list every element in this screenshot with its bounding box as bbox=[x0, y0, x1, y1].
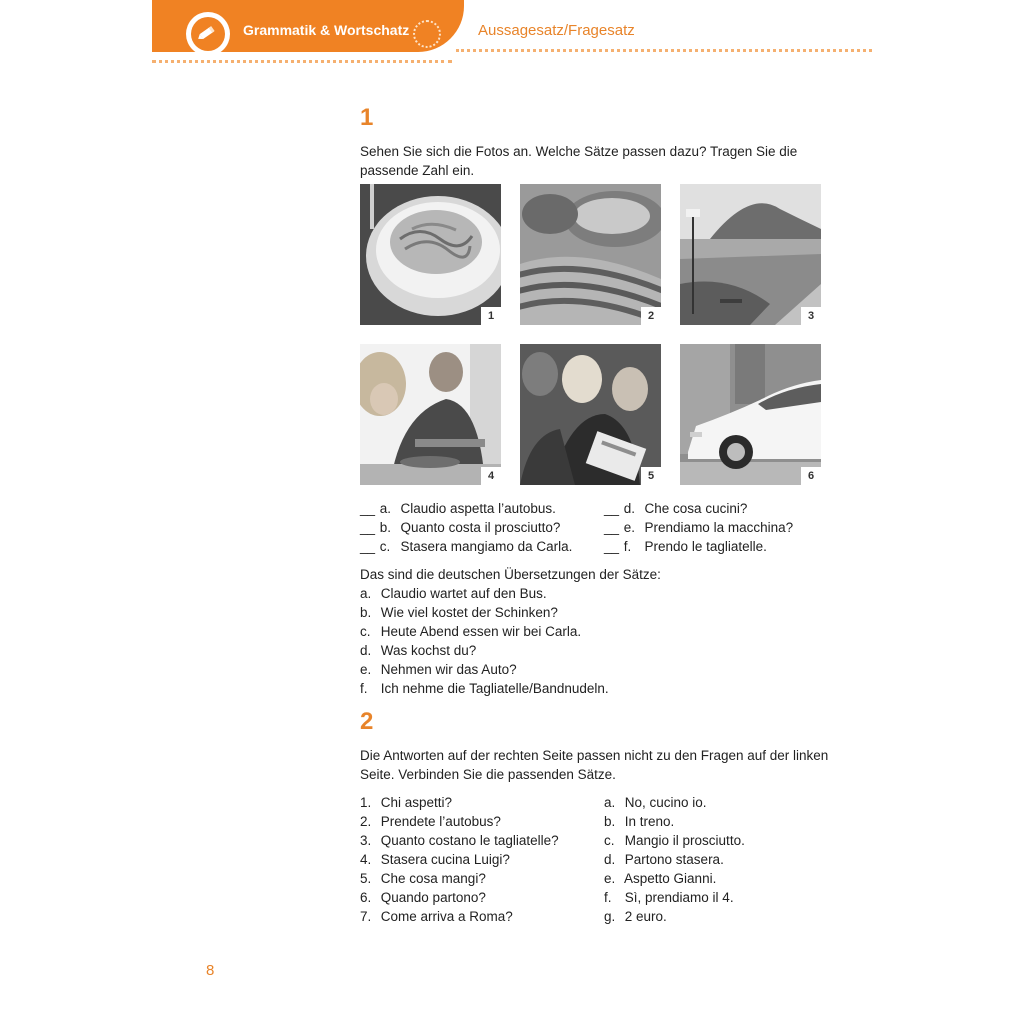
list-item: f. Ich nehme die Tagliatelle/Bandnudeln. bbox=[360, 681, 609, 696]
list-item: 4. Stasera cucina Luigi? bbox=[360, 852, 510, 867]
list-item: __ d. Che cosa cucini? bbox=[604, 501, 748, 516]
dotted-divider bbox=[152, 60, 452, 63]
answer-blank[interactable]: __ bbox=[360, 539, 376, 554]
list-item: e. Aspetto Gianni. bbox=[604, 871, 717, 886]
photo-grid bbox=[360, 184, 830, 485]
answer-blank[interactable]: __ bbox=[604, 501, 620, 516]
list-item: a. Claudio wartet auf den Bus. bbox=[360, 586, 547, 601]
exercise-instruction: Sehen Sie sich die Fotos an. Welche Sätze passen dazu? Tragen Sie die passende Zahl ein. bbox=[360, 144, 798, 178]
list-item: c. Mangio il prosciutto. bbox=[604, 833, 745, 848]
photo-number: 5 bbox=[641, 467, 661, 485]
list-item: f. Sì, prendiamo il 4. bbox=[604, 890, 734, 905]
exercise-number: 2 bbox=[360, 708, 374, 735]
list-item: __ b. Quanto costa il prosciutto? bbox=[360, 520, 561, 535]
list-item: b. Wie viel kostet der Schinken? bbox=[360, 605, 558, 620]
exercise-content bbox=[360, 100, 830, 926]
photo-bus-stop-landscape bbox=[680, 184, 821, 325]
photo-couple-cooking bbox=[360, 344, 501, 485]
answer-blank[interactable]: __ bbox=[604, 520, 620, 535]
photo-number: 3 bbox=[801, 307, 821, 325]
photo-number: 2 bbox=[641, 307, 661, 325]
list-item: __ c. Stasera mangiamo da Carla. bbox=[360, 539, 573, 554]
list-item: 3. Quanto costano le tagliatelle? bbox=[360, 833, 559, 848]
translations-intro: Das sind die deutschen Übersetzungen der Sätze: bbox=[360, 567, 661, 582]
photo-pasta-plate bbox=[360, 184, 501, 325]
list-item: __ f. Prendo le tagliatelle. bbox=[604, 539, 767, 554]
list-item: g. 2 euro. bbox=[604, 909, 667, 924]
list-item: 6. Quando partono? bbox=[360, 890, 486, 905]
list-item: a. No, cucino io. bbox=[604, 795, 707, 810]
section-badge bbox=[186, 12, 230, 56]
decorative-ring bbox=[413, 20, 441, 48]
topic-title: Aussagesatz/Fragesatz bbox=[478, 22, 635, 39]
list-item: c. Heute Abend essen wir bei Carla. bbox=[360, 624, 582, 639]
sentence-matching-list bbox=[360, 499, 830, 556]
photo-white-car bbox=[680, 344, 821, 485]
exercise-instruction: Die Antworten auf der rechten Seite passen nicht zu den Fragen auf der linken Seite. Verbinden Sie die passenden Sätze. bbox=[360, 748, 829, 782]
photo-number: 1 bbox=[481, 307, 501, 325]
photo-number: 4 bbox=[481, 467, 501, 485]
photo-people-with-menu bbox=[520, 344, 661, 485]
list-item: __ a. Claudio aspetta l’autobus. bbox=[360, 501, 556, 516]
section-label: Grammatik & Wortschatz bbox=[243, 22, 410, 38]
list-item: 1. Chi aspetti? bbox=[360, 795, 453, 810]
photo-number: 6 bbox=[801, 467, 821, 485]
list-item: d. Partono stasera. bbox=[604, 852, 724, 867]
photo-sliced-ham bbox=[520, 184, 661, 325]
list-item: __ e. Prendiamo la macchina? bbox=[604, 520, 794, 535]
page-number: 8 bbox=[206, 962, 215, 979]
list-item: e. Nehmen wir das Auto? bbox=[360, 662, 517, 677]
list-item: 5. Che cosa mangi? bbox=[360, 871, 486, 886]
answer-blank[interactable]: __ bbox=[360, 520, 376, 535]
answer-blank[interactable]: __ bbox=[360, 501, 376, 516]
dotted-divider bbox=[456, 49, 872, 52]
translation-list bbox=[360, 565, 830, 698]
list-item: b. In treno. bbox=[604, 814, 675, 829]
list-item: 7. Come arriva a Roma? bbox=[360, 909, 513, 924]
exercise-number: 1 bbox=[360, 104, 374, 131]
list-item: d. Was kochst du? bbox=[360, 643, 477, 658]
pencil-icon bbox=[197, 21, 219, 48]
question-answer-list bbox=[360, 793, 830, 926]
answer-blank[interactable]: __ bbox=[604, 539, 620, 554]
list-item: 2. Prendete l’autobus? bbox=[360, 814, 501, 829]
